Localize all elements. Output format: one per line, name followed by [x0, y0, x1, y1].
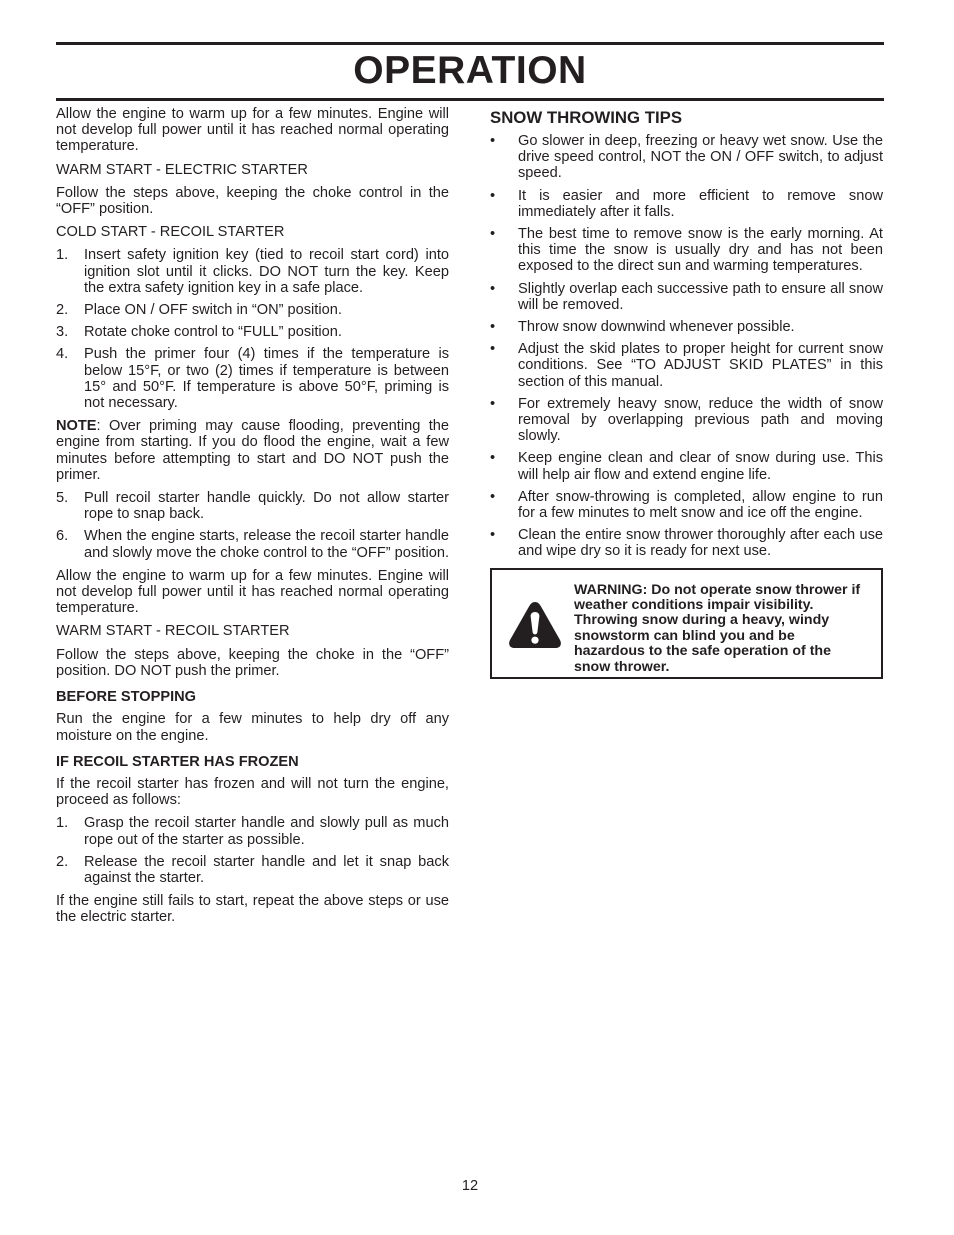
cold-start-steps [56, 247, 449, 411]
note-label: NOTE [56, 418, 97, 435]
warning-text: WARNING: Do not operate snow thrower if weather conditions impair visibility. Throwing snow during a heavy, windy snowstorm can blind you and be hazardous to the safe operation of the snow thrower. [574, 581, 861, 675]
list-item [490, 341, 883, 390]
tip-text: Go slower in deep, freezing or heavy wet snow. Use the drive speed control, NOT the ON / OFF switch, to adjust speed. [518, 133, 883, 182]
step-number: 1. [56, 815, 69, 832]
list-item [56, 490, 449, 522]
list-item [56, 346, 449, 411]
frozen-starter-heading: IF RECOIL STARTER HAS FROZEN [56, 753, 299, 770]
list-item [56, 324, 449, 340]
list-item [490, 396, 883, 445]
list-item [490, 188, 883, 220]
cold-recoil-heading: COLD START - RECOIL STARTER [56, 224, 285, 241]
tip-text: Clean the entire snow thrower thoroughly after each use and wipe dry so it is ready for next use. [518, 527, 883, 560]
warm-recoil-heading: WARM START - RECOIL STARTER [56, 623, 290, 640]
step-text: Grasp the recoil starter handle and slowly pull as much rope out of the starter as possible. [84, 815, 449, 848]
snow-tips-list [490, 133, 883, 560]
bullet-icon: • [490, 527, 496, 544]
tip-text: After snow-throwing is completed, allow engine to run for a few minutes to melt snow and ice off the engine. [518, 488, 883, 522]
list-item [490, 133, 883, 182]
note-text: : Over priming may cause flooding, preventing the engine from starting. If you do flood the engine, wait a few minutes before attempting to start and DO NOT push the primer. [56, 418, 449, 483]
warm-electric-heading: WARM START - ELECTRIC STARTER [56, 161, 308, 178]
page-title: OPERATION [353, 49, 587, 92]
list-item [490, 450, 883, 482]
step-text: Insert safety ignition key (tied to recoil start cord) into ignition slot until it clicks. DO NOT turn the key. Keep the extra safety ignition key in a safe place. [84, 247, 449, 296]
tip-text: Adjust the skid plates to proper height for current snow conditions. See “TO ADJUST SKID PLATES” in this section of this manual. [518, 341, 883, 390]
bullet-icon: • [490, 280, 496, 297]
tip-text: The best time to remove snow is the early morning. At this time the snow is usually dry and has not been exposed to the direct sun and warming temperatures. [518, 226, 883, 275]
warning-box [490, 568, 883, 679]
tip-text: Keep engine clean and clear of snow during use. This will help air flow and extend engine life. [518, 450, 883, 483]
list-item [56, 854, 449, 886]
step-text: Release the recoil starter handle and let it snap back against the starter. [84, 853, 449, 886]
list-item [490, 281, 883, 313]
frozen-starter-paragraph: If the recoil starter has frozen and will not turn the engine, proceed as follows: [56, 775, 449, 809]
step-text: When the engine starts, release the recoil starter handle and slowly move the choke control to the “OFF” position. [84, 528, 450, 561]
warm-electric-paragraph: Follow the steps above, keeping the choke control in the “OFF” position. [56, 184, 449, 218]
right-column [490, 106, 883, 679]
before-stopping-heading: BEFORE STOPPING [56, 689, 197, 706]
bullet-icon: • [490, 450, 496, 467]
cold-start-steps-continued [56, 490, 449, 561]
title-rule-top [56, 42, 884, 45]
step-text: Pull recoil starter handle quickly. Do not allow starter rope to snap back. [84, 490, 449, 523]
warmup-paragraph-2: Allow the engine to warm up for a few minutes. Engine will not develop full power until it has reached normal operating temperature. [56, 567, 449, 617]
tip-text: For extremely heavy snow, reduce the width of snow removal by overlapping previous path and moving slowly. [518, 395, 883, 445]
step-number: 4. [56, 346, 69, 363]
bullet-icon: • [490, 226, 496, 243]
step-number: 2. [56, 853, 69, 870]
list-item [56, 815, 449, 847]
final-paragraph: If the engine still fails to start, repeat the above steps or use the electric starter. [56, 893, 449, 926]
list-item [56, 528, 449, 560]
step-number: 3. [56, 324, 69, 341]
bullet-icon: • [490, 187, 496, 204]
bullet-icon: • [490, 319, 496, 336]
step-number: 5. [56, 490, 69, 507]
bullet-icon: • [490, 395, 496, 412]
list-item [56, 302, 449, 318]
list-item [490, 527, 883, 559]
bullet-icon: • [490, 133, 496, 149]
bullet-icon: • [490, 488, 496, 505]
step-number: 1. [56, 247, 69, 264]
tip-text: It is easier and more efficient to remove snow immediately after it falls. [518, 187, 883, 220]
frozen-starter-steps [56, 815, 449, 886]
warmup-paragraph-1: Allow the engine to warm up for a few minutes. Engine will not develop full power until it has reached normal operating temperature. [56, 106, 449, 155]
note-paragraph [56, 418, 449, 483]
title-rule-bottom [56, 98, 884, 101]
warning-triangle-icon [507, 599, 563, 651]
tip-text: Slightly overlap each successive path to ensure all snow will be removed. [518, 280, 883, 313]
list-item [490, 489, 883, 521]
list-item [490, 319, 883, 335]
step-number: 6. [56, 528, 69, 545]
list-item [56, 247, 449, 296]
step-text: Place ON / OFF switch in “ON” position. [84, 302, 342, 319]
step-text: Rotate choke control to “FULL” position. [84, 324, 342, 341]
warm-recoil-paragraph: Follow the steps above, keeping the choke in the “OFF” position. DO NOT push the primer. [56, 646, 449, 679]
list-item [490, 226, 883, 275]
page-number: 12 [461, 1178, 479, 1194]
before-stopping-paragraph: Run the engine for a few minutes to help dry off any moisture on the engine. [56, 711, 449, 744]
snow-tips-heading: SNOW THROWING TIPS [490, 108, 683, 127]
left-column [56, 106, 449, 933]
tip-text: Throw snow downwind whenever possible. [518, 319, 795, 336]
step-number: 2. [56, 302, 69, 319]
step-text: Push the primer four (4) times if the temperature is below 15°F, or two (2) times if temperature is between 15° and 50°F. If temperature is above 50°F, priming is not necessary. [84, 346, 449, 412]
bullet-icon: • [490, 341, 496, 358]
